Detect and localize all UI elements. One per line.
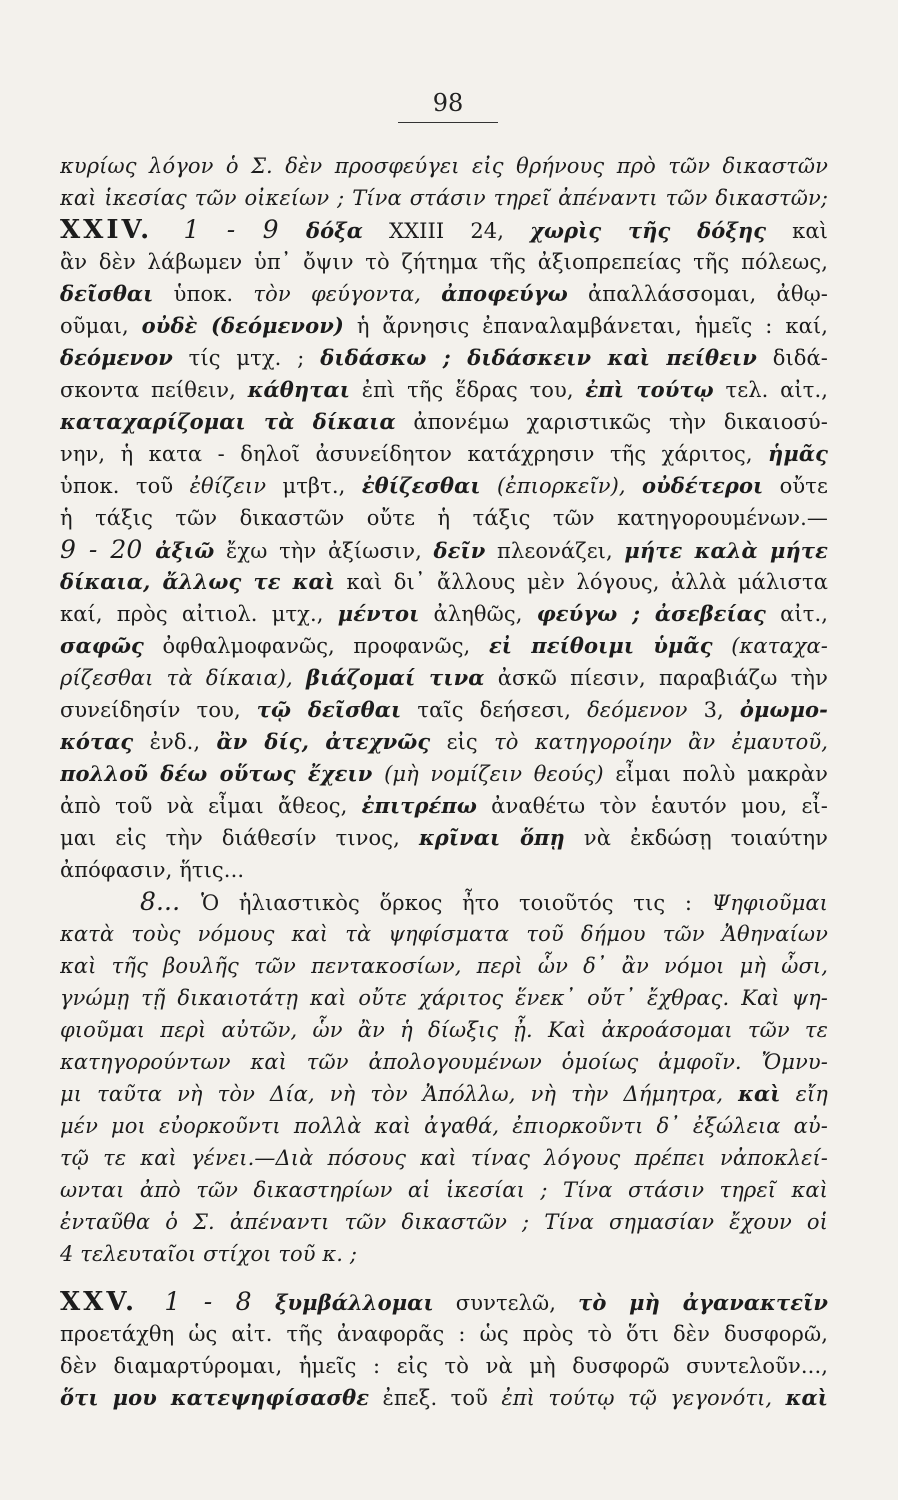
line-reference: 1 - 8	[164, 1287, 275, 1316]
text-segment: ἀπόφασιν, ἥτις...	[60, 858, 245, 882]
text-line	[60, 694, 828, 726]
text-line	[60, 438, 828, 470]
text-line	[60, 758, 828, 790]
text-segment: καὶ	[738, 1081, 781, 1106]
text-line	[60, 726, 828, 758]
text-segment: (μὴ νομίζειν θεούς)	[384, 762, 604, 786]
text-segment: ἐπὶ τούτῳ τῷ γεγονότι,	[501, 1386, 773, 1410]
text-segment: ταῖς δεήσεσι,	[401, 698, 588, 722]
text-segment: δεόμενον	[60, 345, 173, 370]
text-segment: γνώμῃ τῇ δικαιοτάτῃ καὶ οὔτε χάριτος ἕνεκ᾽ οὔτ᾽ ἔχθρας. Καὶ ψη-	[60, 986, 828, 1010]
text-segment: κατηγορούντων καὶ τῶν ἀπολογουμένων ὁμοίως ἀμφοῖν. Ὄμνυ-	[60, 1050, 828, 1074]
page-number: 98	[432, 89, 464, 117]
text-segment: 3,	[687, 698, 740, 722]
text-segment: νην, ἡ κατα - δηλοῖ ἀσυνείδητον κατάχρησιν τῆς χάριτος,	[60, 442, 768, 466]
text-line	[60, 630, 828, 662]
text-line	[60, 1238, 828, 1270]
text-segment: ἐνδ.,	[133, 730, 217, 754]
text-segment: XXIII 24,	[362, 219, 531, 243]
text-segment: ἐπὶ τῆς ἕδρας του,	[350, 378, 586, 402]
text-line	[60, 1382, 828, 1414]
text-segment: διδάσκω ; διδάσκειν καὶ πείθειν	[320, 345, 757, 370]
text-segment: εἶμαι πολὺ μακρὰν	[603, 762, 828, 786]
text-line	[60, 1286, 828, 1318]
text-segment: ὅτι μου κατεψηφίσασθε	[60, 1385, 370, 1410]
commentary-text	[60, 150, 828, 1414]
line-reference: 8...	[140, 887, 202, 916]
text-segment: μέν μοι εὐορκοῦντι πολλὰ καὶ ἀγαθά, ἐπιορκοῦντι δ᾽ ἐξώλεια αὐ-	[60, 1114, 828, 1138]
paragraph-gap	[60, 1270, 828, 1286]
text-segment: εἰ πείθοιμι ὑμᾶς	[488, 633, 713, 658]
text-line	[60, 886, 828, 918]
text-segment: ἀναθέτω τὸν ἑαυτόν μου, εἶ-	[476, 794, 828, 818]
text-segment	[626, 474, 642, 498]
text-segment: 4 τελευταῖοι στίχοι τοῦ κ. ;	[60, 1242, 358, 1266]
text-segment: ἐπεξ. τοῦ	[369, 1386, 502, 1410]
text-segment: διδά-	[756, 346, 828, 370]
text-segment: δεῖν	[433, 538, 486, 563]
text-line	[60, 566, 828, 598]
text-line	[60, 822, 828, 854]
text-segment: ἀπονέμω χαριστικῶς τὴν δικαιοσύ-	[395, 410, 828, 434]
text-line	[60, 598, 828, 630]
text-segment	[772, 1386, 785, 1410]
text-segment: οὔτε	[763, 474, 828, 498]
text-segment: τὸ μὴ ἀγανακτεῖν	[578, 1290, 828, 1315]
text-segment: ἐπὶ τούτῳ	[585, 377, 714, 402]
text-segment: πλεονάζει,	[485, 539, 625, 563]
text-segment: οῦμαι,	[60, 314, 142, 338]
text-segment: ἂν δὲν λάβωμεν ὑπ᾽ ὄψιν τὸ ζήτημα τῆς ἀξιοπρεπείας τῆς πόλεως,	[60, 250, 828, 274]
text-line	[60, 854, 828, 886]
text-segment: ὑποκ. τοῦ	[60, 474, 190, 498]
text-segment: συντελῶ,	[433, 1291, 579, 1315]
text-segment: κότας	[60, 729, 134, 754]
text-segment: ὀφθαλμοφανῶς, προφανῶς,	[143, 634, 489, 658]
text-line	[60, 214, 828, 246]
text-segment: ἡ ἄρνησις ἐπαναλαμβάνεται, ἡμεῖς : καί,	[343, 314, 828, 338]
text-segment: νὰ ἐκδώσῃ τοιαύτην	[564, 826, 828, 850]
text-line	[60, 1350, 828, 1382]
text-segment: αἰτ.,	[765, 602, 828, 626]
text-segment: ἡ τάξις τῶν δικαστῶν οὔτε ἡ τάξις τῶν κατηγορουμένων.—	[60, 506, 828, 530]
text-segment: (ἐπιορκεῖν),	[497, 474, 626, 498]
text-segment: ὑποκ.	[153, 282, 254, 306]
text-line	[60, 150, 828, 182]
text-segment: οὐδὲ (δεόμενον)	[141, 313, 344, 338]
text-segment: ἀπαλλάσσομαι, ἀθῳ-	[567, 282, 828, 306]
text-line	[60, 534, 828, 566]
text-segment: ἀποφεύγω	[441, 281, 568, 306]
text-segment: ἀσκῶ πίεσιν, παραβιάζω τὴν	[484, 666, 828, 690]
text-line	[60, 1014, 828, 1046]
text-segment: καταχαρίζομαι τὰ δίκαια	[60, 409, 396, 434]
line-reference: 9 - 20	[60, 535, 156, 564]
chapter-heading: XXV.	[60, 1287, 165, 1317]
text-line	[60, 1318, 828, 1350]
text-line	[60, 406, 828, 438]
text-segment	[372, 762, 384, 786]
text-line	[60, 1046, 828, 1078]
text-segment: ἐνταῦθα ὁ Σ. ἀπέναντι τῶν δικαστῶν ; Τίνα σημασίαν ἔχουν οἱ	[60, 1210, 828, 1234]
text-segment: καί, πρὸς αἰτιολ. μτχ.,	[60, 602, 338, 626]
text-line	[60, 1206, 828, 1238]
text-segment: ἀτεχνῶς	[325, 729, 431, 754]
text-line	[60, 918, 828, 950]
text-segment: κάθηται	[247, 377, 351, 402]
text-segment: ωνται ἀπὸ τῶν δικαστηρίων αἱ ἱκεσίαι ; Τίνα στάσιν τηρεῖ καὶ	[60, 1178, 828, 1202]
text-line	[60, 342, 828, 374]
text-segment: καὶ τῆς βουλῆς τῶν πεντακοσίων, περὶ ὧν δ᾽ ἂν νόμοι μὴ ὦσι,	[60, 954, 828, 978]
text-line	[60, 790, 828, 822]
text-segment: τελ. αἰτ.,	[713, 378, 828, 402]
text-segment: μέντοι	[337, 601, 420, 626]
text-segment: βιάζομαί τινα	[306, 665, 485, 690]
text-segment: δίκαια, ἄλλως τε καὶ	[60, 569, 336, 594]
text-segment	[309, 730, 325, 754]
text-segment: τὸν φεύγοντα,	[253, 282, 422, 306]
text-segment: κυρίως λόγον ὁ Σ. δὲν προσφεύγει εἰς θρήνους πρὸ τῶν δικαστῶν	[60, 154, 828, 178]
text-line	[60, 182, 828, 214]
text-segment: ἔχω τὴν ἀξίωσιν,	[214, 539, 434, 563]
text-segment: κατὰ τοὺς νόμους καὶ τὰ ψηφίσματα τοῦ δήμου τῶν Ἀθηναίων	[60, 922, 828, 946]
text-segment: μτβτ.,	[266, 474, 362, 498]
text-segment: σκοντα πείθειν,	[60, 378, 248, 402]
text-line	[60, 310, 828, 342]
text-line	[60, 278, 828, 310]
text-segment: χωρὶς τῆς δόξης	[530, 218, 767, 243]
text-line	[60, 950, 828, 982]
text-segment: τῷ δεῖσθαι	[256, 697, 402, 722]
text-segment: προετάχθη ὡς αἰτ. τῆς ἀναφορᾶς : ὡς πρὸς τὸ ὅτι δὲν δυσφορῶ,	[60, 1322, 828, 1346]
text-segment: ἀξιῶ	[155, 538, 215, 563]
text-segment: ἡμᾶς	[768, 441, 828, 466]
text-segment: ὀμωμο-	[739, 697, 828, 722]
text-segment: Ὁ ἡλιαστικὸς ὅρκος ἦτο τοιοῦτός τις :	[201, 891, 712, 915]
text-line	[60, 470, 828, 502]
text-segment	[421, 282, 441, 306]
text-segment: φιοῦμαι περὶ αὐτῶν, ὧν ἂν ἡ δίωξις ᾖ. Καὶ ἀκροάσομαι τῶν τε	[60, 1018, 828, 1042]
text-segment: Ψηφιοῦμαι	[711, 891, 828, 915]
text-segment: καὶ ἱκεσίας τῶν οἰκείων ; Τίνα στάσιν τηρεῖ ἀπέναντι τῶν δικαστῶν;	[60, 186, 828, 210]
text-line	[60, 1110, 828, 1142]
text-line	[60, 502, 828, 534]
text-segment: τῷ τε καὶ γένει.—Διὰ πόσους καὶ τίνας λόγους πρέπει νἀποκλεί-	[60, 1146, 828, 1170]
text-segment: δὲν διαμαρτύρομαι, ἡμεῖς : εἰς τὸ νὰ μὴ δυσφορῶ συντελοῦν...,	[60, 1354, 828, 1378]
text-segment: πολλοῦ δέω οὕτως ἔχειν	[60, 761, 373, 786]
text-line	[60, 1142, 828, 1174]
text-segment: δεόμενον	[587, 698, 688, 722]
text-segment: εἴη	[780, 1082, 828, 1106]
text-segment: τὸ κατηγοροίην ἂν ἐμαυτοῦ,	[494, 730, 828, 754]
text-segment: δόξα	[305, 218, 363, 243]
text-segment: ξυμβάλλομαι	[274, 1290, 434, 1315]
text-segment: ἀπὸ τοῦ νὰ εἶμαι ἄθεος,	[60, 794, 362, 818]
chapter-heading: XXIV.	[60, 215, 184, 245]
text-segment: ἐθίζειν	[189, 474, 267, 498]
line-reference: 1 - 9	[183, 215, 306, 244]
text-segment: εἰς	[430, 730, 495, 754]
text-segment: ρίζεσθαι τὰ δίκαια),	[60, 666, 293, 690]
text-line	[60, 246, 828, 278]
text-line	[60, 1078, 828, 1110]
text-segment: τίς μτχ. ;	[172, 346, 321, 370]
text-line	[60, 374, 828, 406]
text-segment: καὶ	[785, 1385, 828, 1410]
text-segment: ἐθίζεσθαι	[361, 473, 481, 498]
text-segment	[713, 634, 732, 658]
text-segment: ἂν δίς,	[216, 729, 310, 754]
text-line	[60, 662, 828, 694]
text-segment	[293, 666, 306, 690]
text-line	[60, 982, 828, 1014]
text-segment: μι ταῦτα νὴ τὸν Δία, νὴ τὸν Ἀπόλλω, νὴ τὴν Δήμητρα,	[60, 1082, 739, 1106]
text-segment: συνείδησίν του,	[60, 698, 257, 722]
text-line	[60, 1174, 828, 1206]
text-segment: καὶ δι᾽ ἄλλους μὲν λόγους, ἀλλὰ μάλιστα	[335, 570, 828, 594]
text-segment: ἀληθῶς,	[419, 602, 537, 626]
text-segment: σαφῶς	[60, 633, 144, 658]
page-number-rule	[398, 122, 498, 123]
text-segment: δεῖσθαι	[60, 281, 154, 306]
text-segment	[481, 474, 497, 498]
text-segment: κρῖναι ὅπῃ	[418, 825, 565, 850]
text-segment: ἐπιτρέπω	[361, 793, 477, 818]
text-segment: (καταχα-	[731, 634, 828, 658]
text-segment: οὐδέτεροι	[642, 473, 764, 498]
text-segment: μήτε καλὰ μήτε	[624, 538, 828, 563]
text-segment: μαι εἰς τὴν διάθεσίν τινος,	[60, 826, 419, 850]
text-segment: φεύγω ; ἀσεβείας	[536, 601, 766, 626]
text-segment: καὶ	[766, 219, 828, 243]
